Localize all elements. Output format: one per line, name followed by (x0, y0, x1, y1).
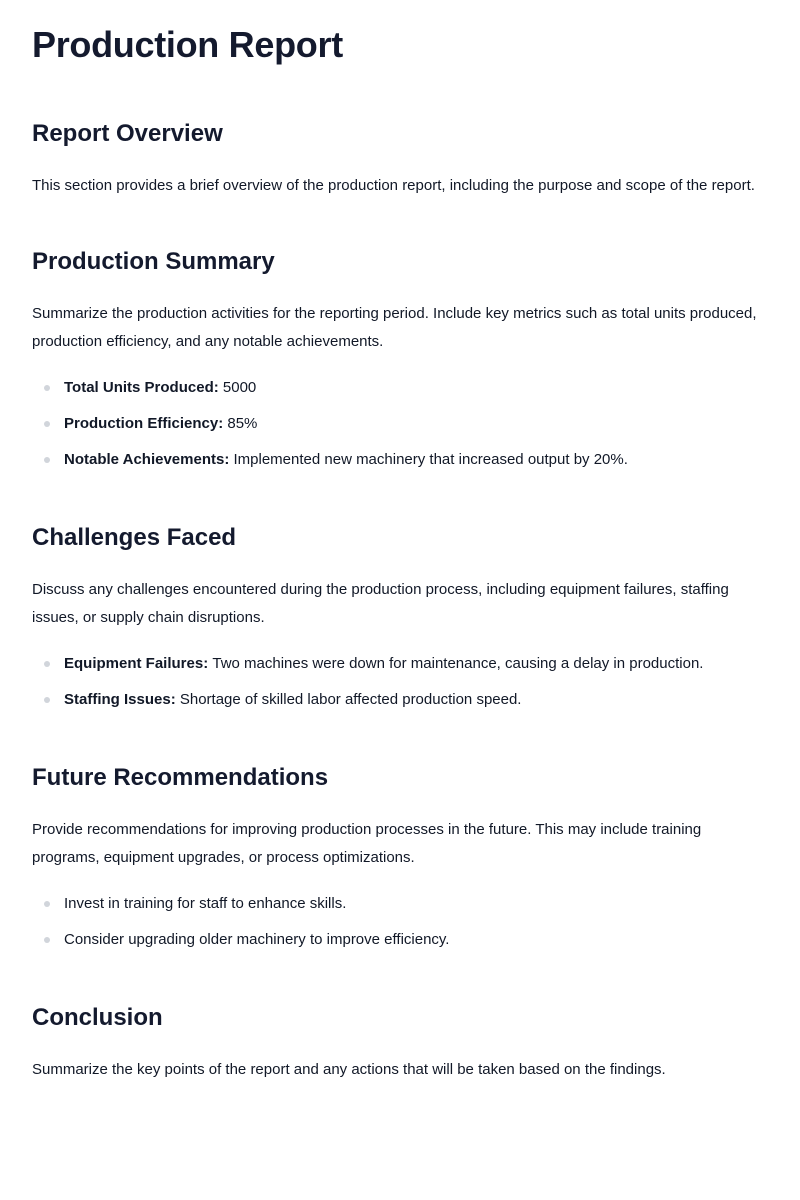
bullet-icon (44, 421, 50, 427)
bullet-icon (44, 385, 50, 391)
list-item-label: Total Units Produced: (64, 379, 223, 396)
list-item-text: Consider upgrading older machinery to improve efficiency. (64, 931, 450, 948)
section-heading-summary: Production Summary (32, 248, 275, 275)
section-future-recommendations (32, 762, 768, 952)
section-heading-challenges: Challenges Faced (32, 524, 237, 551)
list-item (64, 892, 768, 916)
list-item-text: Invest in training for staff to enhance skills. (64, 895, 347, 912)
section-heading-overview: Report Overview (32, 120, 223, 147)
list-item-label: Notable Achievements: (64, 451, 234, 468)
bullet-icon (44, 697, 50, 703)
recommendations-list (32, 892, 768, 952)
section-report-overview (32, 118, 768, 200)
section-conclusion (32, 1002, 768, 1084)
list-item (64, 652, 768, 676)
list-item-label: Equipment Failures: (64, 655, 213, 672)
list-item-value: Two machines were down for maintenance, causing a delay in production. (212, 655, 704, 672)
list-item-value: 5000 (222, 379, 257, 396)
list-item (64, 928, 768, 952)
bullet-icon (44, 901, 50, 907)
bullet-icon (44, 937, 50, 943)
list-item (64, 412, 768, 436)
bullet-icon (44, 457, 50, 463)
section-text-conclusion: Summarize the key points of the report and any actions that will be taken based on the findings. (32, 1061, 666, 1078)
section-text-overview: This section provides a brief overview of the production report, including the purpose and scope of the report. (32, 177, 755, 194)
page-title: Production Report (32, 24, 343, 65)
list-item-value: Shortage of skilled labor affected production speed. (179, 691, 522, 708)
list-item-value: Implemented new machinery that increased output by 20%. (233, 451, 628, 468)
section-text-summary: Summarize the production activities for the reporting period. Include key metrics such as total units produced, production efficiency, and any notable achievements. (32, 305, 757, 350)
bullet-icon (44, 661, 50, 667)
section-challenges-faced (32, 522, 768, 712)
list-item-label: Production Efficiency: (64, 415, 228, 432)
list-item (64, 376, 768, 400)
list-item-label: Staffing Issues: (64, 691, 180, 708)
challenges-list (32, 652, 768, 712)
list-item (64, 688, 768, 712)
section-production-summary (32, 246, 768, 472)
section-text-recommendations: Provide recommendations for improving production processes in the future. This may include training programs, equipment upgrades, or process optimizations. (32, 821, 702, 866)
summary-list (32, 376, 768, 472)
section-text-challenges: Discuss any challenges encountered during the production process, including equipment failures, staffing issues, or supply chain disruptions. (32, 581, 729, 626)
list-item (64, 448, 768, 472)
list-item-value: 85% (227, 415, 258, 432)
section-heading-conclusion: Conclusion (32, 1004, 163, 1031)
section-heading-recommendations: Future Recommendations (32, 764, 329, 791)
